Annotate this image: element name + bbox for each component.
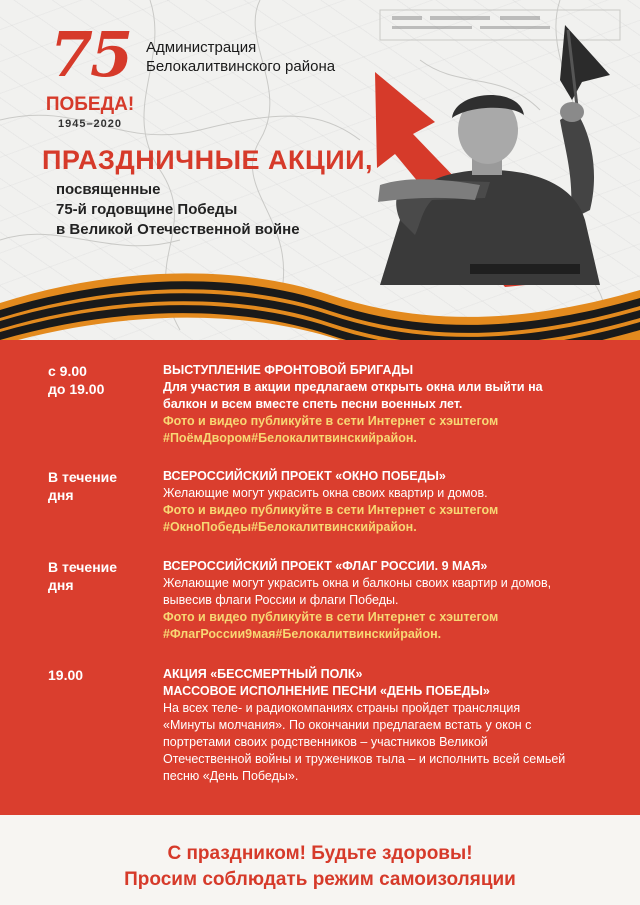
subtitle-line: посвященные: [56, 181, 161, 198]
event-description: «Минуты молчания». По окончании предлагаем встать у окон с: [163, 718, 532, 732]
event-time: [48, 558, 148, 594]
page-subtitle: [56, 180, 300, 240]
event-description: портретами своих родственников – участников Великой: [163, 735, 488, 749]
event-title: ВСЕРОССИЙСКИЙ ПРОЕКТ «ФЛАГ РОССИИ. 9 МАЯ»: [163, 559, 488, 573]
victory-75-logo: [40, 20, 140, 130]
page-title: ПРАЗДНИЧНЫЕ АКЦИИ,: [42, 145, 374, 175]
event-time: [48, 468, 148, 504]
time-line: с 9.00: [48, 363, 87, 379]
time-line: до 19.00: [48, 381, 105, 397]
event-title: АКЦИЯ «БЕССМЕРТНЫЙ ПОЛК»: [163, 667, 363, 681]
events-panel: [0, 340, 640, 815]
subtitle-line: в Великой Отечественной войне: [56, 221, 300, 238]
event-content: [163, 666, 623, 785]
event-description: Отечественной войны и тружеников тыла – и исполнить всей семьей: [163, 752, 566, 766]
event-description: Желающие могут украсить окна своих квартир и домов.: [163, 486, 488, 500]
event-description: балкон и всем вместе спеть песни военных лет.: [163, 397, 463, 411]
event-hashtag: #ОкноПобеды#Белокалитвинскийрайон.: [163, 520, 417, 534]
event-description: песню «День Победы».: [163, 769, 299, 783]
admin-line: Белокалитвинского района: [146, 58, 336, 75]
time-line: 19.00: [48, 667, 84, 683]
event-title: ВЫСТУПЛЕНИЕ ФРОНТОВОЙ БРИГАДЫ: [163, 363, 414, 377]
footer-greeting: С праздником! Будьте здоровы!: [167, 843, 473, 864]
poster-footer: [0, 815, 640, 905]
admin-line: Администрация: [146, 39, 257, 56]
event-content: [163, 558, 623, 643]
administration-name: [146, 38, 335, 76]
logo-number: 75: [49, 18, 131, 91]
event-time: [48, 362, 148, 398]
event-content: [163, 362, 623, 447]
poster-header: [0, 0, 640, 340]
event-hashtag: Фото и видео публикуйте в сети Интернет с хэштегом: [163, 610, 499, 624]
soldier-girl-photo: [360, 20, 630, 290]
event-hashtag: Фото и видео публикуйте в сети Интернет с хэштегом: [163, 503, 499, 517]
subtitle-line: 75-й годовщине Победы: [56, 201, 238, 218]
footer-self-isolation-note: Просим соблюдать режим самоизоляции: [124, 869, 516, 890]
event-title: МАССОВОЕ ИСПОЛНЕНИЕ ПЕСНИ «ДЕНЬ ПОБЕДЫ»: [163, 684, 490, 698]
time-line: дня: [48, 577, 74, 593]
event-description: Для участия в акции предлагаем открыть окна или выйти на: [163, 380, 543, 394]
event-time: [48, 666, 148, 684]
event-hashtag: #ПоёмДвором#Белокалитвинскийрайон.: [163, 431, 417, 445]
logo-word: ПОБЕДА!: [45, 94, 135, 115]
time-line: дня: [48, 487, 74, 503]
st-george-ribbon: [0, 255, 640, 340]
event-title: ВСЕРОССИЙСКИЙ ПРОЕКТ «ОКНО ПОБЕДЫ»: [163, 469, 446, 483]
time-line: В течение: [48, 469, 118, 485]
event-hashtag: #ФлагРоссии9мая#Белокалитвинскийрайон.: [163, 627, 442, 641]
event-description: На всех теле- и радиокомпаниях страны пройдет трансляция: [163, 701, 521, 715]
event-content: [163, 468, 623, 536]
event-description: вывесив флаги России и флаги Победы.: [163, 593, 399, 607]
time-line: В течение: [48, 559, 118, 575]
event-description: Желающие могут украсить окна и балконы своих квартир и домов,: [163, 576, 552, 590]
event-hashtag: Фото и видео публикуйте в сети Интернет с хэштегом: [163, 414, 499, 428]
logo-years: 1945–2020: [57, 118, 123, 130]
